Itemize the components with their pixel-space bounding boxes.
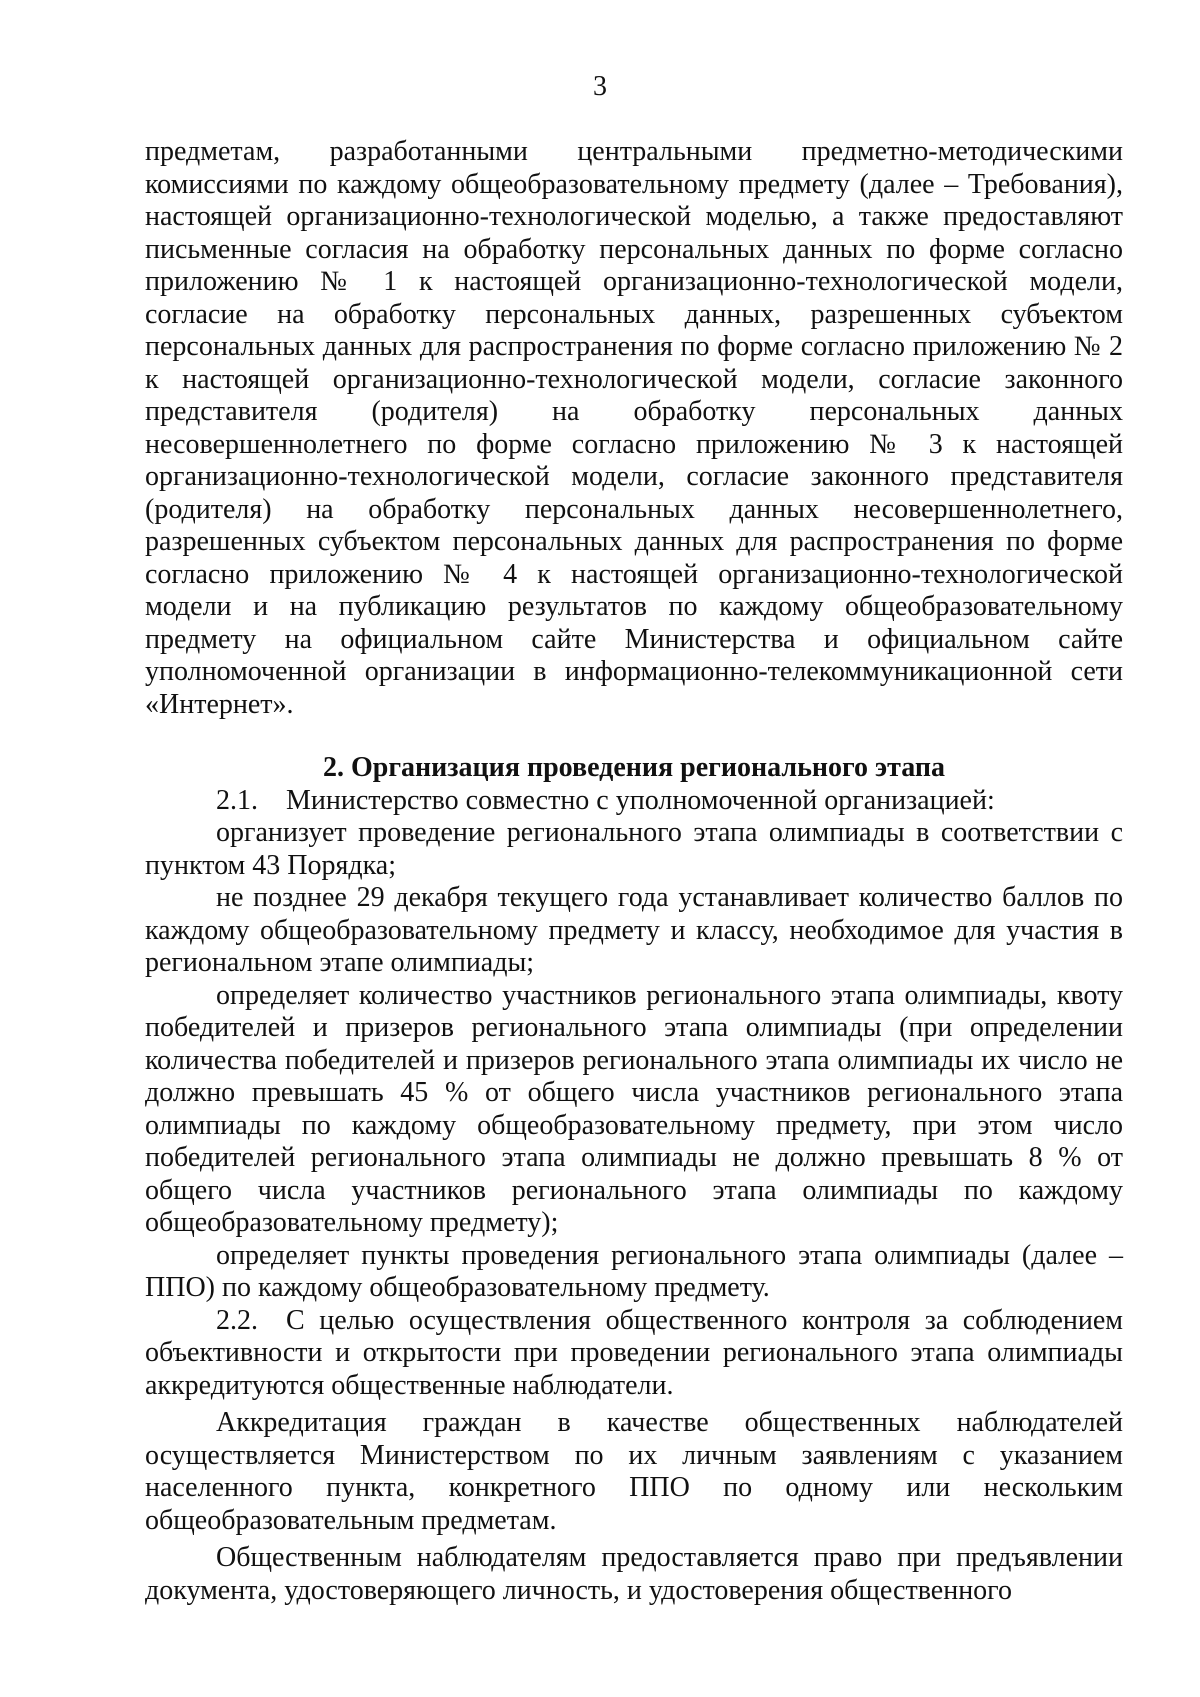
intro-paragraph: предметам, разработанными центральными предметно-методическими комиссиями по каждому общеобразовательному предмету (далее – Требования), настоящей организационно-технологической моделью, а также предоставляют письменные согласия на обработку персональных данных по форме согласно приложению № 1 к настоящей организационно-технологической модели, согласие на обработку персональных данных, разрешенных субъектом персональных данных для распространения по форме согласно приложению № 2 к настоящей организационно-технологической модели, согласие законного представителя (родителя) на обработку персональных данных несовершеннолетнего по форме согласно приложению № 3 к настоящей организационно-технологической модели, согласие законного представителя (родителя) на обработку персональных данных несовершеннолетнего, разрешенных субъектом персональных данных для распространения по форме согласно приложению № 4 к настоящей организационно-технологической модели и на публикацию результатов по каждому общеобразовательному предмету на официальном сайте Министерства и официальном сайте уполномоченной организации в информационно-телекоммуникационной сети «Интернет».: [145, 136, 1123, 720]
list-item: организует проведение регионального этапа олимпиады в соответствии с пунктом 43 Порядка;: [145, 817, 1123, 881]
accreditation-paragraph: Аккредитация граждан в качестве общественных наблюдателей осуществляется Министерством по их личным заявлениям с указанием населенного пункта, конкретного ППО по одному или нескольким общеобразовательным предметам.: [145, 1407, 1123, 1536]
page-number: 3: [593, 71, 607, 102]
clause-2-1-number: 2.1.: [216, 784, 258, 816]
clause-2-2-text: С целью осуществления общественного контроля за соблюдением объективности и открытости при проведении регионального этапа олимпиады аккредитуются общественные наблюдатели.: [145, 1304, 1123, 1401]
document-body: [145, 136, 1123, 1607]
clause-2-2: [145, 1305, 1123, 1403]
clause-2-1: [145, 785, 1123, 818]
observers-paragraph: Общественным наблюдателям предоставляется право при предъявлении документа, удостоверяющего личность, и удостоверения общественного: [145, 1542, 1123, 1606]
clause-2-1-text: Министерство совместно с уполномоченной организацией:: [286, 784, 995, 816]
list-item: определяет количество участников регионального этапа олимпиады, квоту победителей и призеров регионального этапа олимпиады (при определении количества победителей и призеров регионального этапа олимпиады их число не должно превышать 45 % от общего числа участников регионального этапа олимпиады по каждому общеобразовательному предмету, при этом число победителей регионального этапа олимпиады не должно превышать 8 % от общего числа участников регионального этапа олимпиады по каждому общеобразовательному предмету);: [145, 979, 1123, 1238]
list-item: определяет пункты проведения регионального этапа олимпиады (далее – ППО) по каждому общеобразовательному предмету.: [145, 1239, 1123, 1303]
section-heading: 2. Организация проведения регионального этапа: [322, 752, 946, 783]
clause-2-2-number: 2.2.: [216, 1304, 258, 1336]
list-item: не позднее 29 декабря текущего года устанавливает количество баллов по каждому общеобразовательному предмету и классу, необходимое для участия в региональном этапе олимпиады;: [145, 882, 1123, 978]
